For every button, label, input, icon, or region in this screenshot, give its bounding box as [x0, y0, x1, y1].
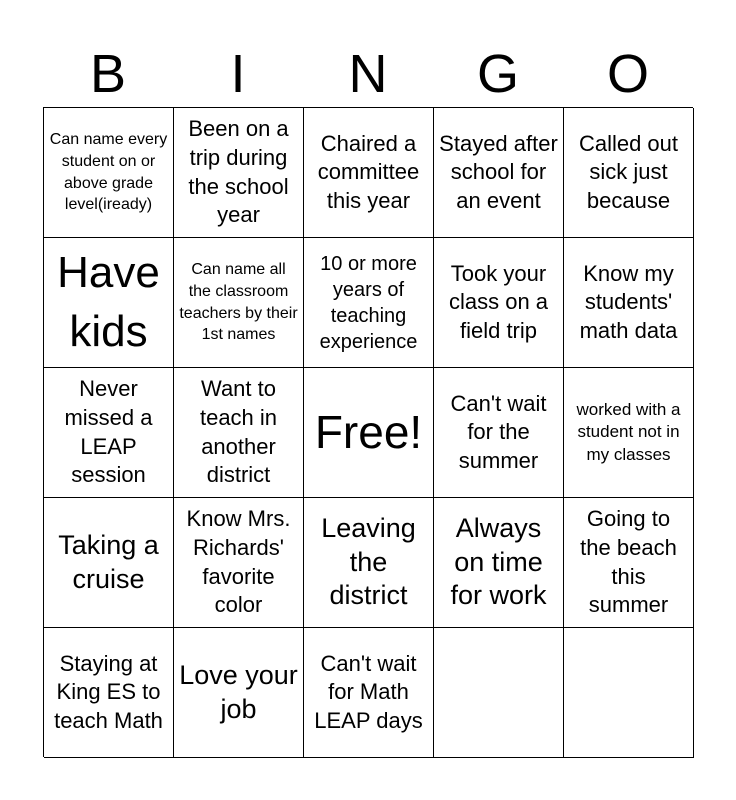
bingo-cell-free[interactable]: [304, 368, 434, 498]
cell-text: Can't wait for the summer: [450, 390, 547, 473]
bingo-cell-r1-c4[interactable]: [434, 108, 564, 238]
bingo-cell-r1-c3[interactable]: [304, 108, 434, 238]
cell-text: Staying at King ES to teach Math: [54, 650, 163, 733]
bingo-cell-r2-c2[interactable]: [174, 238, 304, 368]
bingo-cell-r3-c2[interactable]: [174, 368, 304, 498]
header-letter-g: G: [476, 44, 519, 104]
cell-text: Can name every student on or above grade level(iready): [49, 131, 168, 214]
cell-text: worked with a student not in my classes: [576, 400, 681, 464]
cell-text: Have kids: [57, 247, 160, 356]
bingo-board: [43, 107, 693, 757]
bingo-cell-r1-c5[interactable]: [564, 108, 694, 238]
bingo-cell-r4-c1[interactable]: [44, 498, 174, 628]
header-letter-n: N: [348, 44, 388, 104]
bingo-cell-r1-c2[interactable]: [174, 108, 304, 238]
bingo-cell-r3-c4[interactable]: [434, 368, 564, 498]
cell-text: Can't wait for Math LEAP days: [314, 650, 423, 733]
header-letter-i: I: [230, 44, 246, 104]
bingo-cell-r5-c5[interactable]: [564, 628, 694, 758]
bingo-cell-r4-c3[interactable]: [304, 498, 434, 628]
cell-text: Taking a cruise: [58, 529, 159, 594]
bingo-cell-r3-c5[interactable]: [564, 368, 694, 498]
cell-text: Called out sick just because: [578, 130, 679, 213]
bingo-cell-r2-c4[interactable]: [434, 238, 564, 368]
cell-text: Chaired a committee this year: [317, 130, 420, 213]
bingo-cell-r2-c5[interactable]: [564, 238, 694, 368]
bingo-cell-r5-c1[interactable]: [44, 628, 174, 758]
cell-text: Know my students' math data: [579, 260, 678, 343]
bingo-cell-r5-c3[interactable]: [304, 628, 434, 758]
cell-text: Know Mrs. Richards' favorite color: [186, 506, 291, 618]
cell-text: Leaving the district: [321, 512, 416, 611]
free-space-label: Free!: [314, 406, 423, 459]
bingo-cell-r3-c1[interactable]: [44, 368, 174, 498]
header-letter-b: B: [89, 44, 127, 104]
bingo-cell-r4-c2[interactable]: [174, 498, 304, 628]
bingo-cell-r5-c2[interactable]: [174, 628, 304, 758]
bingo-cell-r2-c1[interactable]: [44, 238, 174, 368]
cell-text: Going to the beach this summer: [580, 506, 677, 618]
cell-text: Always on time for work: [450, 512, 547, 611]
bingo-cell-r1-c1[interactable]: [44, 108, 174, 238]
cell-text: Took your class on a field trip: [448, 260, 549, 343]
header-letter-o: O: [606, 44, 649, 104]
cell-text: Love your job: [179, 659, 298, 724]
cell-text: Been on a trip during the school year: [188, 116, 289, 228]
bingo-cell-r5-c4[interactable]: [434, 628, 564, 758]
bingo-header: [43, 40, 693, 108]
bingo-cell-r4-c5[interactable]: [564, 498, 694, 628]
cell-text: Never missed a LEAP session: [64, 376, 153, 488]
bingo-cell-r4-c4[interactable]: [434, 498, 564, 628]
bingo-cell-r2-c3[interactable]: [304, 238, 434, 368]
cell-text: Want to teach in another district: [199, 376, 278, 488]
cell-text: Stayed after school for an event: [439, 130, 558, 213]
cell-text: 10 or more years of teaching experience: [319, 252, 418, 353]
cell-text: Can name all the classroom teachers by their 1st names: [179, 261, 298, 344]
